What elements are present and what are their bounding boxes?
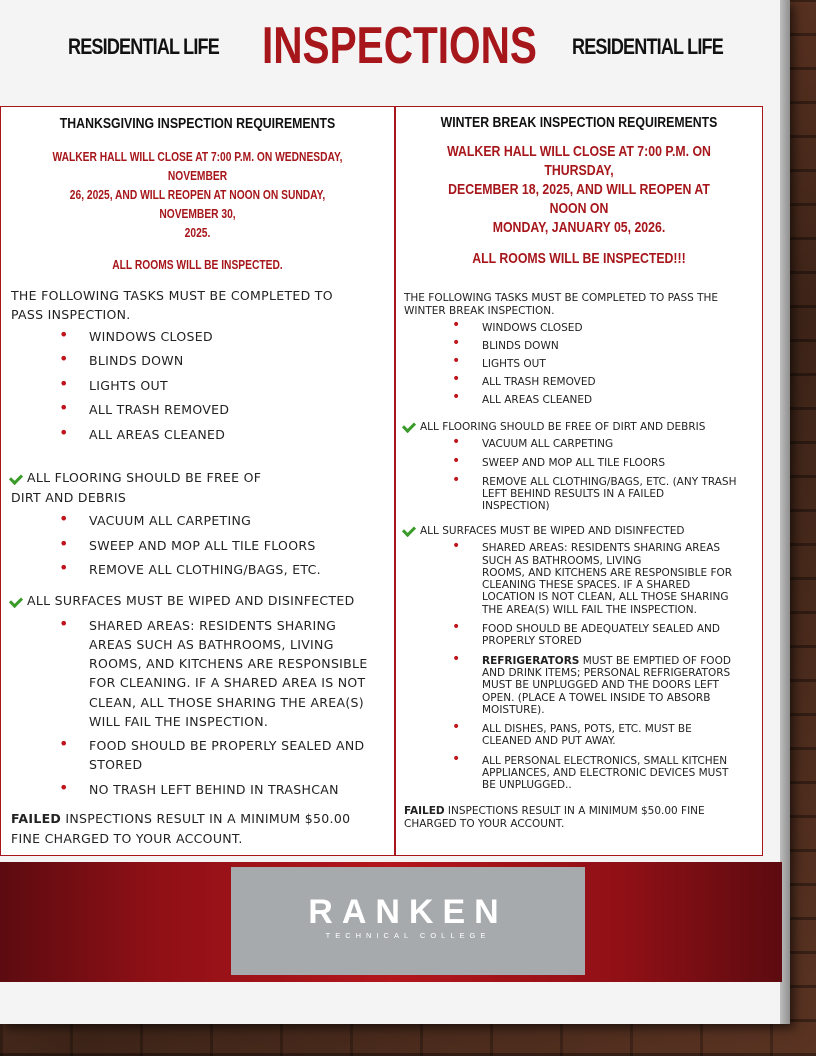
bullet-icon: • [452,472,461,489]
bullet-icon: • [59,324,69,344]
winter-flooring-list [452,434,754,513]
flooring-text: ALL FLOORING SHOULD BE FREE OF [27,470,262,486]
bullet-icon: • [59,422,69,442]
failed-line [11,809,384,829]
list-item-label: VACUUM ALL CARPETING [89,513,252,529]
list-item-label: REMOVE ALL CLOTHING/BAGS, ETC. [89,562,321,578]
list-item [59,734,384,774]
winter-intro [404,292,754,318]
list-item-label: ALL AREAS CLEANED [89,426,226,442]
list-item-label: SWEEP AND MOP ALL TILE FLOORS [89,537,316,553]
checkmark-icon [11,472,23,482]
failed-bold: FAILED [404,804,445,817]
list-item [59,509,384,538]
list-item [59,324,384,354]
thanksgiving-surface-list [59,613,384,799]
item-line: CLEANED AND PUT AWAY. [482,735,616,748]
thanksgiving-failed-note [11,809,384,849]
thanksgiving-intro [11,286,384,324]
item-line: AREAS SUCH AS BATHROOMS, LIVING [89,637,334,653]
item-line: SWEEP AND MOP ALL TILE FLOORS [482,457,665,470]
list-item-label: ALL AREAS CLEANED [482,394,593,407]
requirements-table [0,106,763,856]
bullet-icon: • [452,371,461,388]
item-line: MOISTURE). [482,703,545,716]
item-line: THE AREA(S) WILL FAIL THE INSPECTION. [482,603,697,616]
failed-text: INSPECTIONS RESULT IN A MINIMUM $50.00 FINE [444,804,705,817]
winter-all-rooms-note: ALL ROOMS WILL BE INSPECTED!!! [472,250,686,267]
flooring-line: DIRT AND DEBRIS [11,490,127,506]
list-item [59,533,384,563]
item-line: APPLIANCES, AND ELECTRONIC DEVICES MUST [482,767,729,779]
failed-line: CHARGED TO YOUR ACCOUNT. [404,817,565,830]
list-item [59,373,384,403]
list-item [452,619,754,648]
bullet-icon: • [452,317,461,334]
intro-line: THE FOLLOWING TASKS MUST BE COMPLETED TO [11,287,333,303]
list-item [452,719,754,748]
bullet-icon: • [59,373,69,393]
item-line: BE UNPLUGGED.. [482,779,572,792]
intro-line: WINTER BREAK INSPECTION. [404,305,555,318]
list-item [59,613,384,731]
item-line: ALL PERSONAL ELECTRONICS, SMALL KITCHEN [482,754,728,767]
bullet-icon: • [452,619,461,636]
bullet-icon: • [59,558,69,578]
winter-break-column [396,107,762,855]
ranken-logo [231,867,585,975]
item-line: OPEN. (PLACE A TOWEL INSIDE TO ABSORB [482,691,711,704]
failed-text: INSPECTIONS RESULT IN A MINIMUM $50.00 [61,810,351,826]
bullet-icon: • [59,613,69,633]
item-line: ROOMS, AND KITCHENS ARE RESPONSIBLE [89,656,368,672]
thanksgiving-column [1,107,394,855]
list-item [452,650,754,716]
intro-line: THE FOLLOWING TASKS MUST BE COMPLETED TO PASS THE [404,292,719,305]
list-item [452,472,754,513]
bullet-icon: • [59,349,69,369]
refrigerators-bold: REFRIGERATORS [482,654,580,667]
item-line: ALL DISHES, PANS, POTS, ETC. MUST BE [482,723,692,736]
list-item-label: LIGHTS OUT [482,358,546,371]
bullet-icon: • [452,650,461,667]
closing-line: 26, 2025, AND WILL REOPEN AT NOON ON SUNDAY, NOVEMBER 30, [69,188,326,221]
item-line: LOCATION IS NOT CLEAN, ALL THOSE SHARING [482,591,729,604]
list-item [59,558,384,587]
failed-line [404,805,754,818]
checkmark-icon [404,524,416,534]
item-line: ROOMS, AND KITCHENS ARE RESPONSIBLE FOR [482,566,733,579]
winter-task-list [452,317,754,412]
item-line: FOOD SHOULD BE PROPERLY SEALED AND [89,738,365,754]
page-title: INSPECTIONS [262,17,537,75]
list-item [452,453,754,470]
bullet-icon: • [452,434,461,451]
list-item [59,422,384,452]
item-line: FOOD SHOULD BE ADEQUATELY SEALED AND [482,623,720,636]
surfaces-text: ALL SURFACES MUST BE WIPED AND DISINFECTED [27,592,355,608]
list-item [452,538,754,616]
closing-line: MONDAY, JANUARY 05, 2026. [492,219,666,236]
item-line: CLEAN, ALL THOSE SHARING THE AREA(S) [89,694,364,710]
list-item [59,398,384,427]
residential-life-label-left: RESIDENTIAL LIFE [68,34,219,59]
bullet-icon: • [59,398,69,418]
failed-line: FINE CHARGED TO YOUR ACCOUNT. [11,830,243,846]
item-line: CLEANING THESE SPACES. IF A SHARED [482,579,691,592]
list-item-label: WINDOWS CLOSED [89,328,213,344]
item-line: REMOVE ALL CLOTHING/BAGS, ETC. (ANY TRASH [482,476,737,489]
thanksgiving-flooring-list [59,509,384,587]
list-item [59,349,384,378]
thanksgiving-flooring-heading [11,468,384,508]
logo-wordmark: RANKEN [308,893,508,931]
item-line: FOR CLEANING. IF A SHARED AREA IS NOT [89,675,366,691]
list-item [452,335,754,358]
thanksgiving-title: THANKSGIVING INSPECTION REQUIREMENTS [59,115,336,132]
bullet-icon: • [59,533,69,553]
winter-closing-note [436,142,723,237]
surfaces-text: ALL SURFACES MUST BE WIPED AND DISINFECTED [420,525,685,538]
winter-surface-list [452,538,754,792]
bullet-icon: • [59,509,69,529]
closing-line: 2025. [184,226,211,240]
thanksgiving-surfaces-heading [11,591,384,611]
winter-failed-note [404,805,754,831]
list-item-label: WINDOWS CLOSED [482,322,583,335]
flooring-line [11,468,384,488]
bullet-icon: • [452,538,461,555]
item-line: MUST BE UNPLUGGED AND THE DOORS LEFT [482,679,719,692]
bullet-icon: • [452,719,461,736]
checkmark-icon [404,420,416,430]
closing-line: WALKER HALL WILL CLOSE AT 7:00 P.M. ON THURSDAY, [447,143,711,179]
bullet-icon: • [452,750,461,767]
list-item [452,750,754,792]
closing-line: WALKER HALL WILL CLOSE AT 7:00 P.M. ON WEDNESDAY, NOVEMBER [52,150,343,183]
bullet-icon: • [452,353,461,370]
list-item [59,777,384,799]
bullet-icon: • [452,453,461,470]
item-line: VACUUM ALL CARPETING [482,438,614,451]
flooring-text: ALL FLOORING SHOULD BE FREE OF DIRT AND DEBRIS [420,421,706,434]
item-line: SHARED AREAS: RESIDENTS SHARING [89,617,337,633]
refrigerators-text: MUST BE EMPTIED OF FOOD [579,654,731,667]
list-item-label: BLINDS DOWN [482,340,559,353]
bullet-icon: • [59,777,69,797]
item-line: AND DRINK ITEMS; PERSONAL REFRIGERATORS [482,666,731,679]
item-line: INSPECTION) [482,500,550,513]
residential-life-label-right: RESIDENTIAL LIFE [572,34,723,59]
list-item-label: BLINDS DOWN [89,353,184,369]
bullet-icon: • [452,335,461,352]
winter-flooring-heading [404,420,754,433]
intro-line: PASS INSPECTION. [11,306,131,322]
winter-break-title: WINTER BREAK INSPECTION REQUIREMENTS [440,114,718,131]
item-line: WILL FAIL THE INSPECTION. [89,713,269,729]
list-item [452,434,754,451]
checkmark-icon [11,595,23,605]
winter-surfaces-heading [404,524,754,537]
logo-subtitle: TECHNICAL COLLEGE [325,931,491,940]
list-item-label: ALL TRASH REMOVED [89,402,230,418]
failed-bold: FAILED [11,810,62,826]
thanksgiving-task-list [59,324,384,452]
item-line: LEFT BEHIND RESULTS IN A FAILED [482,488,665,501]
bullet-icon: • [59,734,69,754]
list-item [452,317,754,340]
list-item-label: ALL TRASH REMOVED [482,376,596,389]
bullet-icon: • [452,389,461,406]
list-item [452,371,754,394]
item-line [482,655,754,667]
list-item [452,353,754,376]
closing-line: DECEMBER 18, 2025, AND WILL REOPEN AT NOON ON [448,181,710,217]
item-line: NO TRASH LEFT BEHIND IN TRASHCAN [89,781,339,797]
list-item-label: LIGHTS OUT [89,377,168,393]
list-item [452,389,754,412]
item-line: SUCH AS BATHROOMS, LIVING [482,554,642,567]
header [0,0,790,104]
thanksgiving-closing-note [45,148,351,243]
thanksgiving-all-rooms-note: ALL ROOMS WILL BE INSPECTED. [112,258,283,272]
item-line: PROPERLY STORED [482,635,582,648]
item-line: STORED [89,757,143,773]
item-line: SHARED AREAS: RESIDENTS SHARING AREAS [482,542,721,555]
